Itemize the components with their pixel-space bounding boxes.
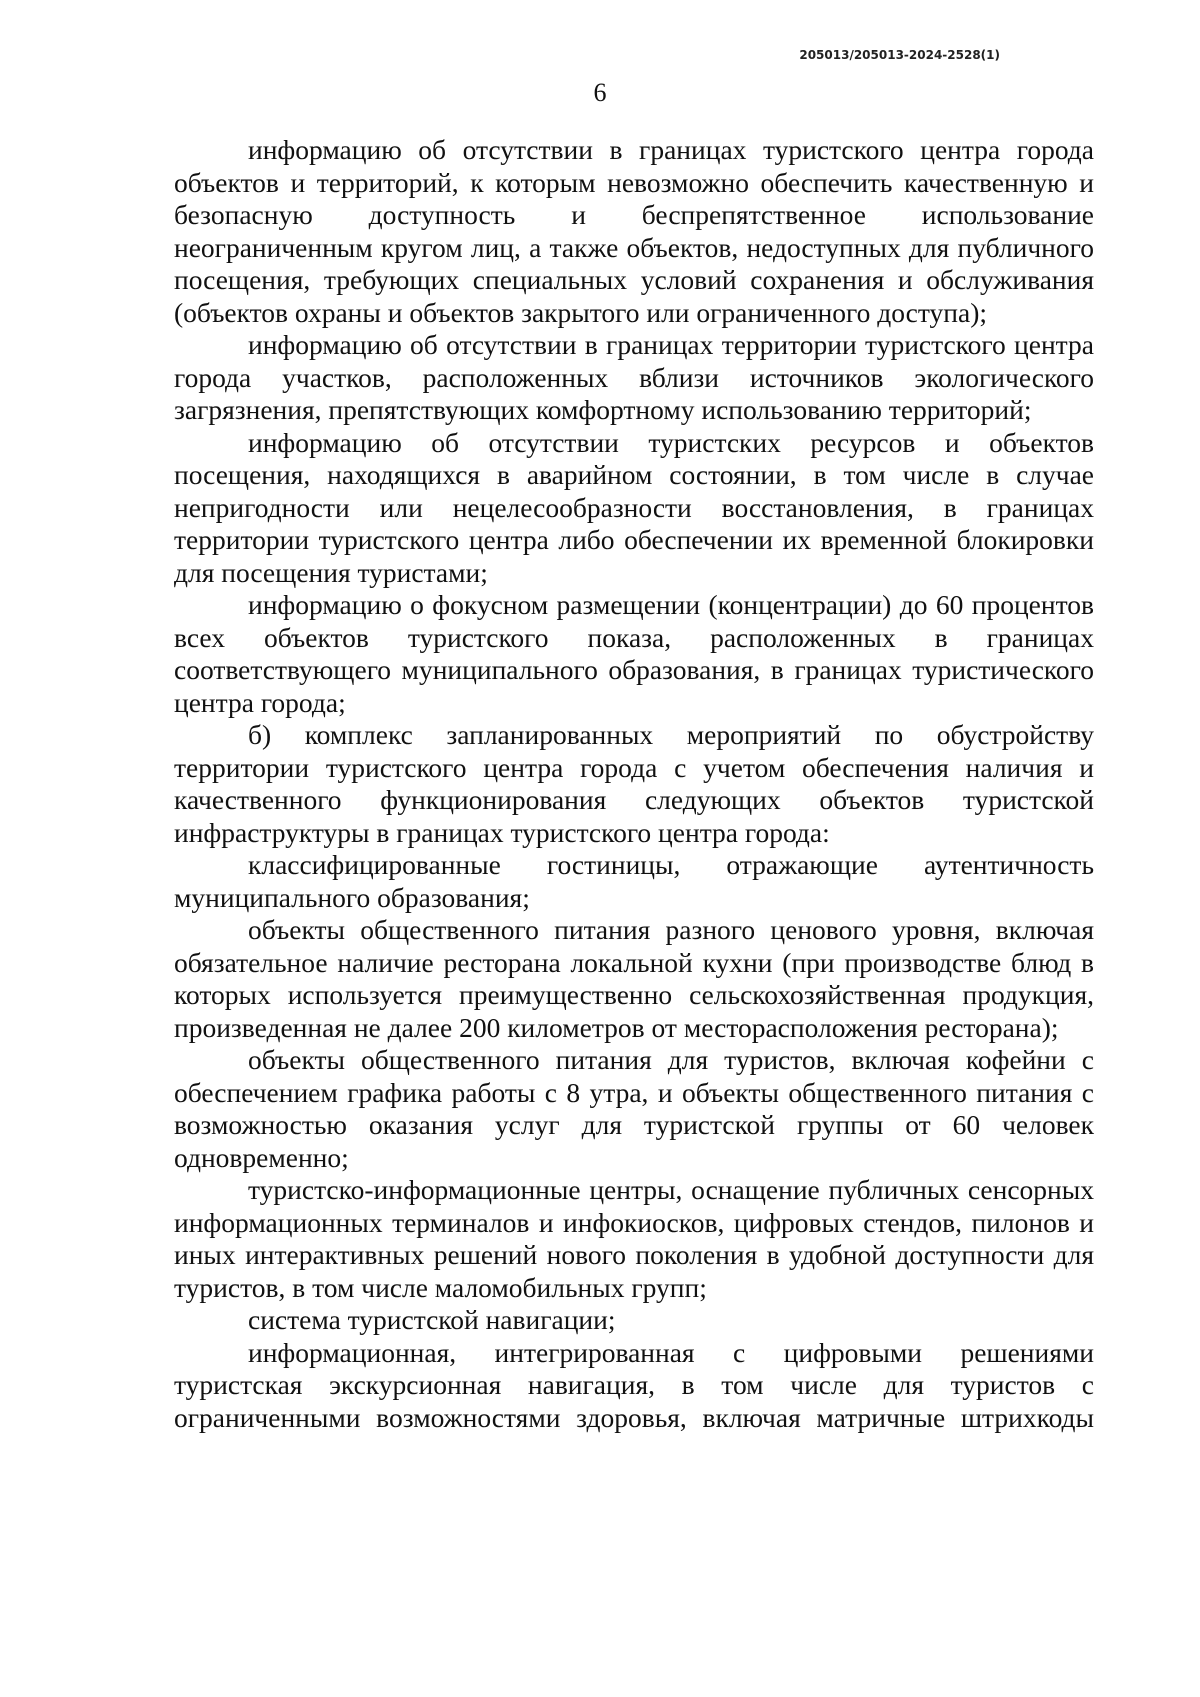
paragraph-7: объекты общественного питания разного ценового уровня, включая обязательное наличие ресторана локальной кухни (при производстве блюд в которых используется преимущественно сельскохозяйственная продукция, произведенная не далее 200 километров от месторасположения ресторана); bbox=[174, 914, 1094, 1043]
paragraph-11: информационная, интегрированная с цифровыми решениями туристская экскурсионная навигация, в том числе для туристов с ограниченными возможностями здоровья, включая матричные штрихкоды bbox=[174, 1336, 1094, 1433]
paragraph-5: б) комплекс запланированных мероприятий по обустройству территории туристского центра города с учетом обеспечения наличия и качественного функционирования следующих объектов туристской инфраструктуры в границах туристского центра города: bbox=[174, 719, 1094, 848]
paragraph-6: классифицированные гостиницы, отражающие аутентичность муниципального образования; bbox=[174, 849, 1094, 913]
paragraph-3: информацию об отсутствии туристских ресурсов и объектов посещения, находящихся в аварийном состоянии, в том числе в случае непригодности или нецелесообразности восстановления, в границах территории туристского центра либо обеспечении их временной блокировки для посещения туристами; bbox=[174, 426, 1094, 588]
paragraph-2: информацию об отсутствии в границах территории туристского центра города участков, расположенных вблизи источников экологического загрязнения, препятствующих комфортному использованию территорий; bbox=[174, 329, 1094, 425]
page-number: 6 bbox=[593, 78, 607, 107]
document-body bbox=[174, 134, 1094, 1434]
document-registration-number: 205013/205013-2024-2528(1) bbox=[799, 48, 1000, 62]
paragraph-1: информацию об отсутствии в границах туристского центра города объектов и территорий, к которым невозможно обеспечить качественную и безопасную доступность и беспрепятственное использование неограниченным кругом лиц, а также объектов, недоступных для публичного посещения, требующих специальных условий сохранения и обслуживания (объектов охраны и объектов закрытого или ограниченного доступа); bbox=[174, 134, 1094, 328]
paragraph-4: информацию о фокусном размещении (концентрации) до 60 процентов всех объектов туристского показа, расположенных в границах соответствующего муниципального образования, в границах туристического центра города; bbox=[174, 589, 1094, 718]
paragraph-10: система туристской навигации; bbox=[248, 1304, 616, 1335]
paragraph-9: туристско-информационные центры, оснащение публичных сенсорных информационных терминалов и инфокиосков, цифровых стендов, пилонов и иных интерактивных решений нового поколения в удобной доступности для туристов, в том числе маломобильных групп; bbox=[174, 1174, 1094, 1303]
paragraph-8: объекты общественного питания для туристов, включая кофейни с обеспечением графика работы с 8 утра, и объекты общественного питания с возможностью оказания услуг для туристской группы от 60 человек одновременно; bbox=[174, 1044, 1094, 1173]
